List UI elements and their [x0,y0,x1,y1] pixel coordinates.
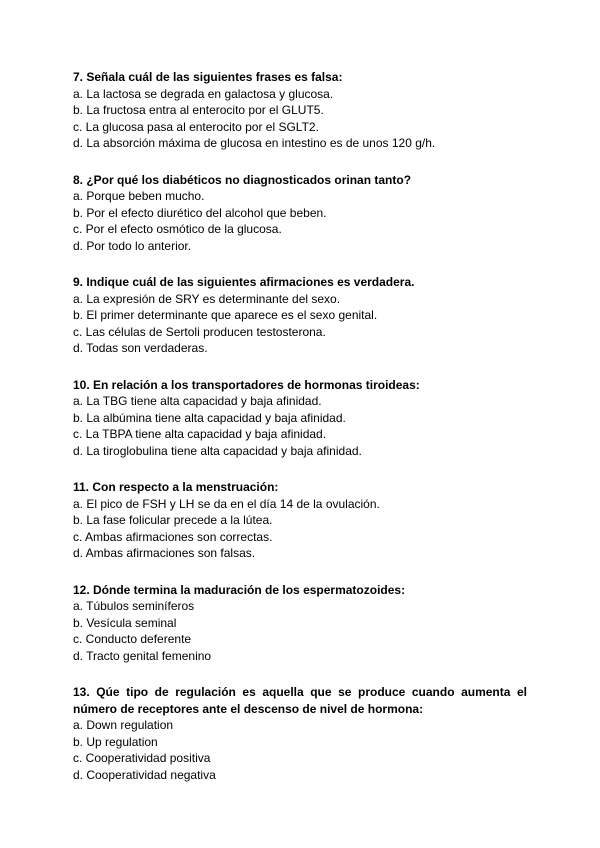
option-a: a. El pico de FSH y LH se da en el día 14 de la ovulación. [73,496,380,511]
question-title: 11. Con respecto a la menstruación: [73,480,279,494]
question-title: 10. En relación a los transportadores de hormonas tiroideas: [73,377,420,392]
option-c: c. La TBPA tiene alta capacidad y baja afinidad. [73,427,327,441]
question-8 [73,172,527,255]
question-7 [73,69,527,152]
option-c: c. Por el efecto osmótico de la glucosa. [73,222,282,236]
option-c: c. Conducto deferente [73,632,192,646]
question-title: 7. Señala cuál de las siguientes frases es falsa: [73,70,343,84]
option-d: d. La tiroglobulina tiene alta capacidad y baja afinidad. [73,443,362,458]
exam-page [73,69,527,803]
option-c: c. Ambas afirmaciones son correctas. [73,529,273,544]
option-d: d. Por todo lo anterior. [73,238,192,253]
option-b: b. La albúmina tiene alta capacidad y baja afinidad. [73,410,346,425]
option-a: a. La expresión de SRY es determinante del sexo. [73,291,341,306]
option-d: d. La absorción máxima de glucosa en intestino es de unos 120 g/h. [73,136,436,150]
question-12 [73,582,527,665]
option-a: a. Túbulos seminíferos [73,599,195,613]
option-b: b. Up regulation [73,734,158,749]
option-a: a. La lactosa se degrada en galactosa y glucosa. [73,86,334,101]
question-title: 8. ¿Por qué los diabéticos no diagnosticados orinan tanto? [73,172,412,187]
question-title: 9. Indique cuál de las siguientes afirmaciones es verdadera. [73,275,415,289]
option-b: b. La fructosa entra al enterocito por el GLUT5. [73,103,324,117]
option-a: a. La TBG tiene alta capacidad y baja afinidad. [73,394,322,408]
option-a: a. Porque beben mucho. [73,189,205,203]
option-c: c. La glucosa pasa al enterocito por el SGLT2. [73,119,319,134]
option-b: b. La fase folicular precede a la lútea. [73,513,273,527]
option-d: d. Todas son verdaderas. [73,341,208,355]
option-a: a. Down regulation [73,718,174,732]
option-d: d. Ambas afirmaciones son falsas. [73,546,256,560]
option-d: d. Cooperatividad negativa [73,767,216,782]
question-11 [73,479,527,562]
option-b: b. Vesícula seminal [73,615,177,630]
option-b: b. El primer determinante que aparece es el sexo genital. [73,308,378,322]
question-title: 13. Qúe tipo de regulación es aquella que se produce cuando aumenta el número de receptores ante el descenso de nivel de hormona: [73,685,527,716]
question-13 [73,684,527,783]
option-d: d. Tracto genital femenino [73,648,212,663]
question-title: 12. Dónde termina la maduración de los espermatozoides: [73,582,406,597]
option-c: c. Cooperatividad positiva [73,751,211,765]
question-10 [73,377,527,460]
question-9 [73,274,527,357]
option-c: c. Las células de Sertoli producen testosterona. [73,324,326,339]
option-b: b. Por el efecto diurético del alcohol que beben. [73,205,327,220]
